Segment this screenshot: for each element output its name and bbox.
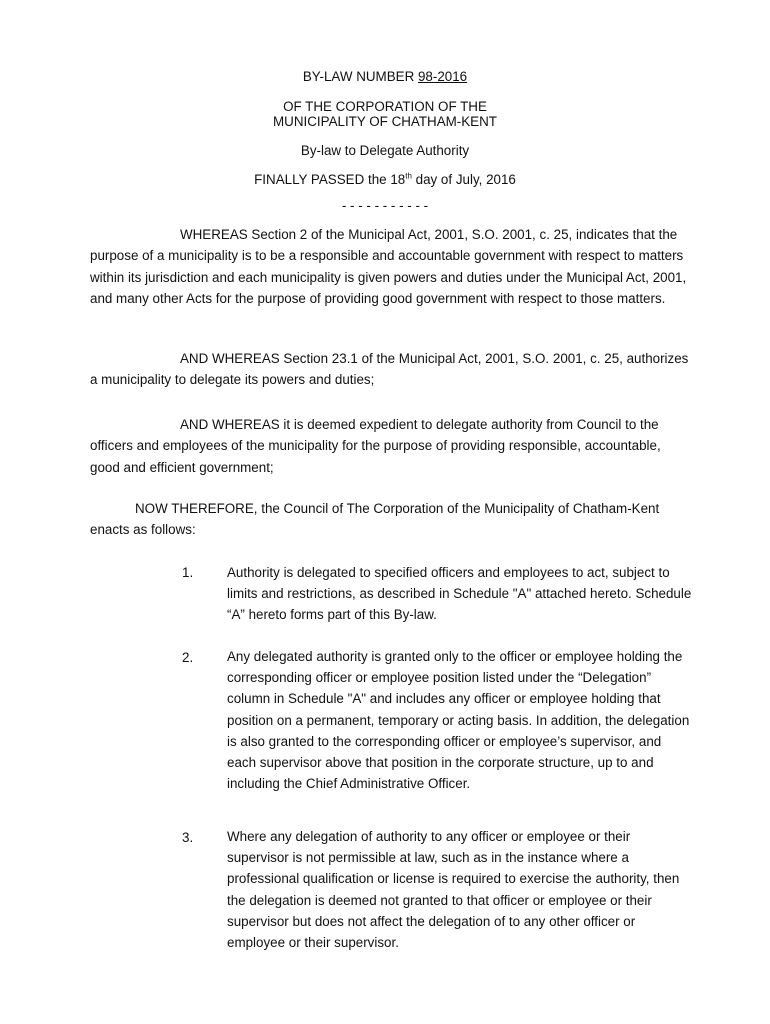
passed-prefix: FINALLY PASSED the 18 [254,172,406,187]
passed-ordinal: th [405,171,412,181]
bylaw-number-prefix: BY-LAW NUMBER [302,69,418,84]
whereas-3-first: AND WHEREAS it is deemed expedient to delegate authority from Council [180,417,622,432]
whereas-1-first: WHEREAS Section 2 of the Municipal Act, 2001, S.O. 2001, c. 25, [180,227,573,242]
item-text: Where any delegation of authority to any officer or employee or their supervisor is not permissible at law, such as in the instance where a professional qualification or license is required to exercise the authority, then the delegation is deemed not granted to that officer or employee or their supervisor but does not affect the delegation of to any other officer or employee or their supervisor. [227,829,680,951]
enacting-first: NOW THEREFORE, the Council of The Corporation of the Municipality of [135,501,570,516]
item-number: 3. [182,830,194,845]
item-text: Any delegated authority is granted only to the officer or employee holding the corresponding officer or employee position listed under the “Delegation” column in Schedule "A" and includes any officer or employee holding that position on a permanent, temporary or acting basis. In addition, the delegation is also granted to the corresponding officer or employee’s supervisor, and each supervisor above that position in the corporate structure, up to and including the Chief Administrative Officer. [227,649,690,792]
bylaw-number: 98-2016 [417,69,468,84]
corporation-line-1: OF THE CORPORATION OF THE [283,99,487,114]
bylaw-number-heading [0,69,770,84]
whereas-3-rest: to the officers and employees of the municipality for the purpose of providing responsible, accountable, good and efficient government; [90,417,661,475]
enacting-rest: Chatham-Kent enacts as follows: [90,501,660,538]
whereas-paragraph-2 [90,348,690,391]
bylaw-subtitle: By-law to Delegate Authority [300,143,470,158]
item-number: 2. [182,650,194,665]
whereas-paragraph-3 [90,414,690,478]
whereas-paragraph-1 [90,224,690,309]
item-number: 1. [182,565,194,580]
corporation-line-2: MUNICIPALITY OF CHATHAM-KENT [273,114,497,129]
enacting-clause [90,498,690,541]
whereas-1-rest: indicates that the purpose of a municipality is to be a responsible and accountable government with respect to matters within its jurisdiction and each municipality is given powers and duties under the Municipal Act, 2001, and many other Acts for the purpose of providing good government with respect to those matters. [90,227,687,306]
whereas-2-rest: authorizes a municipality to delegate its powers and duties; [90,351,689,388]
whereas-2-first: AND WHEREAS Section 23.1 of the Municipal Act, 2001, S.O. 2001, c. 25, [180,351,623,366]
passed-suffix: day of July, 2016 [411,172,516,187]
item-text: Authority is delegated to specified officers and employees to act, subject to limits and restrictions, as described in Schedule "A" attached hereto. Schedule “A” hereto forms part of this By-law. [227,565,692,623]
finally-passed-line [0,172,770,187]
separator-line: - - - - - - - - - - - [341,198,429,213]
